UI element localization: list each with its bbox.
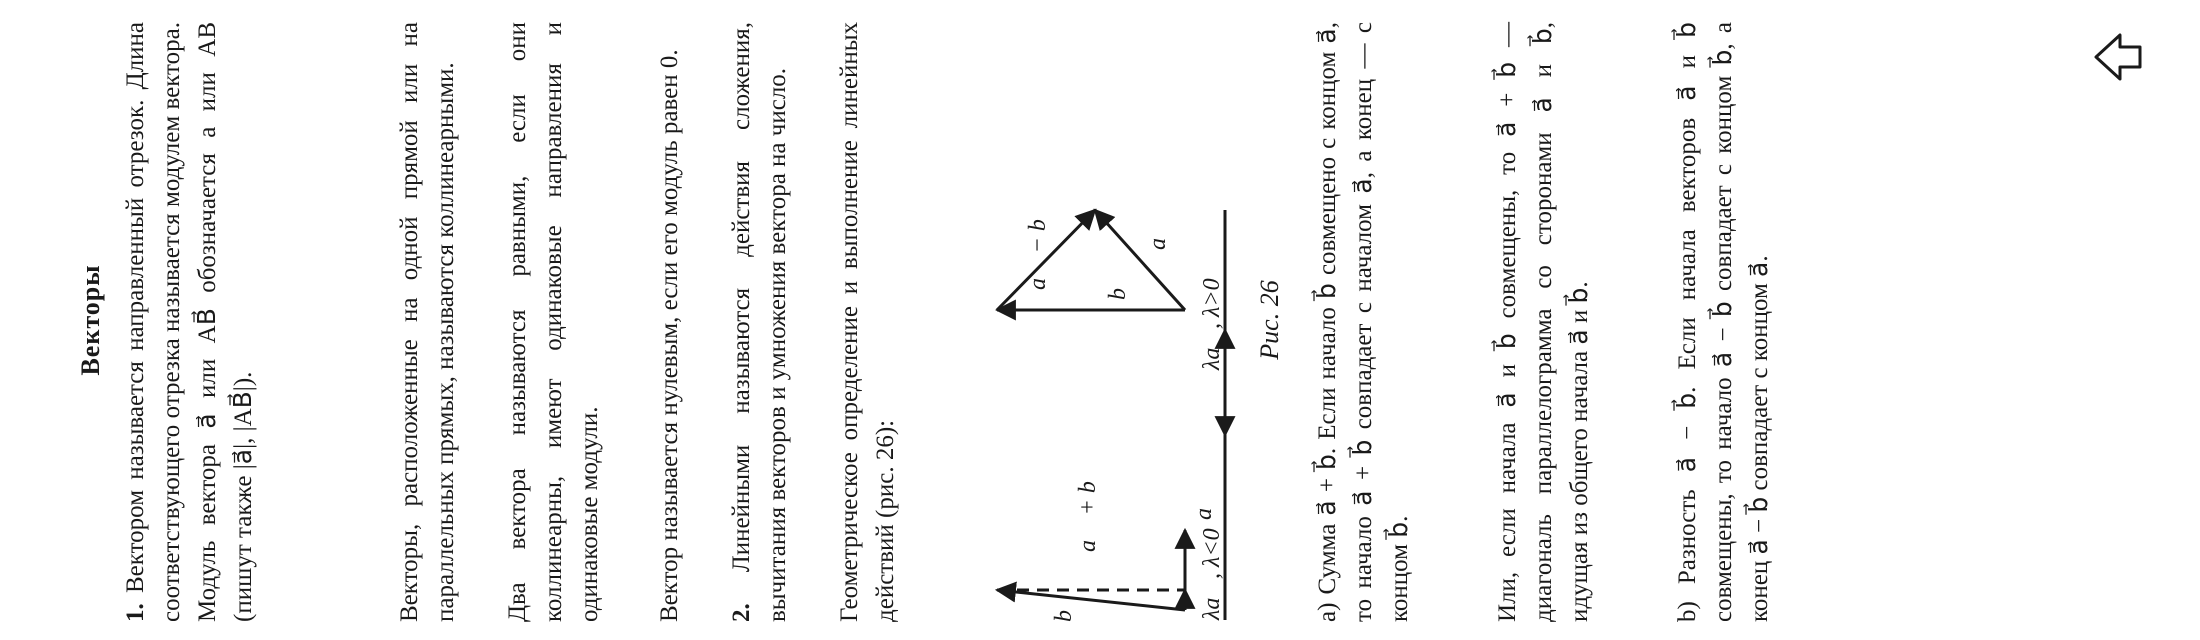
figure-caption: Рис. 26: [1255, 280, 1284, 360]
scroll-up-icon[interactable]: [2090, 29, 2146, 85]
paragraph-equal: Два вектора называются равными, если они коллинеарны, имеют одинаковые направления и одинаковые модули.: [504, 22, 603, 622]
paragraph-collinear: Векторы, расположенные на одной прямой или на параллельных прямых, называются коллинеарными.: [396, 22, 459, 622]
label-diff: a⃗ − b⃗: [1025, 200, 1051, 290]
paragraph-2-text: Линейными называются действия сложения, вычитания векторов и умножения вектора на число.: [728, 21, 791, 622]
label-b-right: b⃗: [1105, 269, 1131, 300]
section-number-2: 2.: [728, 603, 755, 622]
label-a-left: a⃗: [1191, 489, 1217, 520]
vector-figure: [975, 10, 1245, 630]
label-a-right: a⃗: [1145, 219, 1171, 250]
paragraph-sum: а) Сумма a⃗ + b⃗. Если начало b⃗ совмещено с концом a⃗, то начало a⃗ + b⃗ совпадает с началом a⃗, а конец — с концом b⃗.: [1314, 22, 1413, 622]
paragraph-zero: Вектор называется нулевым, если его модуль равен 0.: [656, 49, 683, 622]
label-lambda-neg: λa⃗, λ<0: [1199, 528, 1225, 620]
label-sum: a⃗ + b⃗: [1075, 462, 1101, 552]
label-b-top: b⃗: [1051, 591, 1077, 622]
paragraph-2: [724, 22, 796, 622]
paragraph-1-text: Вектором называется направленный отрезок. Длина соответствующего отрезка называется модулем вектора. Модуль вектора a⃗ или AB⃗ обозначается a или AB (пишут также |a⃗|, |AB⃗|).: [122, 22, 257, 622]
paragraph-parallelogram: Или, если начала a⃗ и b⃗ совмещены, то a⃗ + b⃗ — диагональ параллелограмма со сторонами a⃗ и b⃗, идущая из общего начала a⃗ и b⃗.: [1494, 22, 1593, 622]
section-number-1: 1.: [122, 603, 149, 622]
label-lambda-pos: λa⃗, λ>0: [1199, 278, 1225, 370]
paragraph-geometric: Геометрическое определение и выполнение линейных действий (рис. 26):: [836, 22, 899, 622]
page-title: Векторы: [76, 264, 105, 376]
paragraph-1: [118, 22, 262, 622]
arrow-sum: [997, 590, 1185, 610]
paragraph-difference: b) Разность a⃗ − b⃗. Если начала векторов a⃗ и b⃗ совмещены, то начало a⃗ − b⃗ совпадает с концом b⃗, а конец a⃗ − b⃗ совпадает с концом a⃗.: [1674, 22, 1773, 622]
